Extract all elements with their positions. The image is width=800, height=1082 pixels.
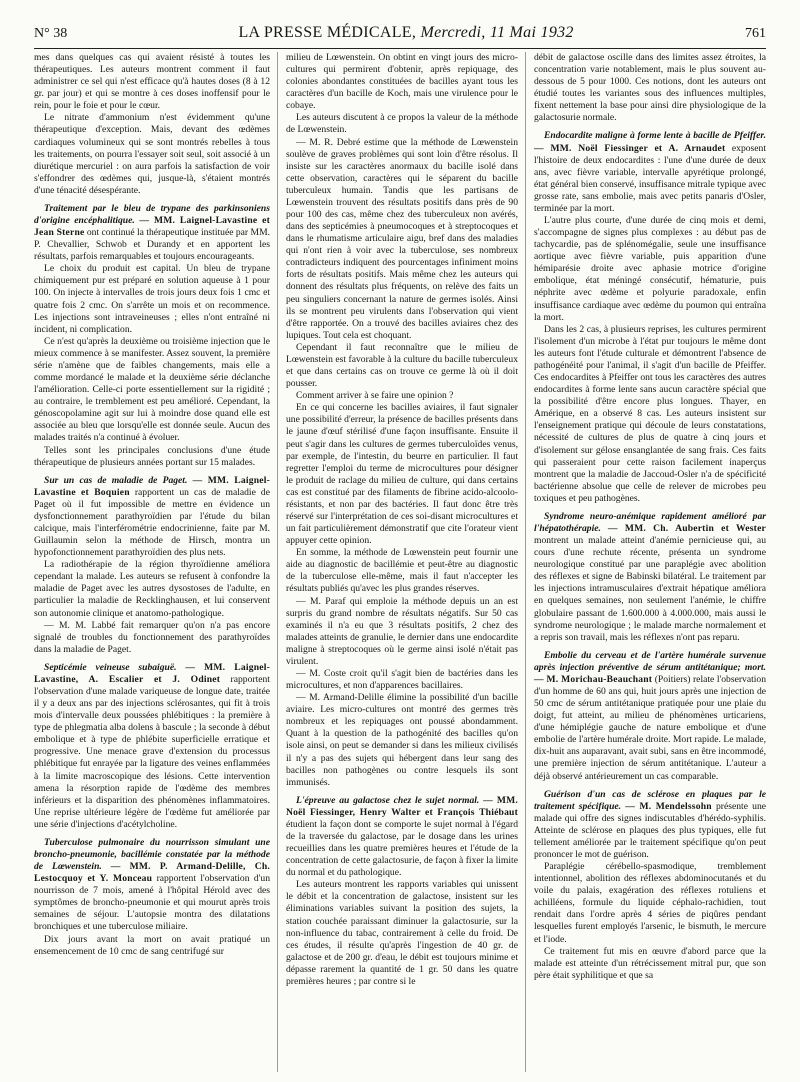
section-authors: — MM. Laignel-Lavastine et Jean Sterne	[34, 215, 270, 239]
section-body: exposent l'histoire de deux endocardites : l'une d'une durée de deux ans, avec fièvre variable, intervalle apyrétique prolongé, état général bien conservé, insuffisance mitrale typique avec grosse rate, sans embolie, mais avec petits panaris d'Osler, terminée par la mort.	[534, 142, 766, 214]
section-authors: — M. Morichau-Beauchant	[534, 673, 653, 685]
body-paragraph: débit de galactose oscille dans des limites assez étroites, la concentration varie notablement, mais le plus souvent au-dessous de 5 pour 1000. Ces notions, dont les auteurs ont étudié toutes les variantes sous des influences multiples, fixent nettement la base pour ainsi dire physiologique de la galactosurie normale.	[534, 52, 766, 124]
section-body: montrent un malade atteint d'anémie pernicieuse qui, au cours d'une rechute récente, présenta un syndrome neurologique constitué par une paraplégie avec abolition des réflexes et signe de Babinski bilatéral. Le traitement par les injections intramusculaires d'extrait hépatique améliora en quelques semaines, non seulement l'anémie, le chiffre globulaire passant de 1.600.000 à 4.000.000, mais aussi le syndrome neurologique ; le malade marche normalement et a repris son travail, mais les réflexes n'ont pas reparu.	[534, 535, 766, 643]
page-header	[34, 16, 766, 49]
issue-number: N° 38	[34, 26, 68, 41]
section-body: (Poitiers) relate l'observation d'un homme de 60 ans qui, huit jours après une injection de 50 cmc de sérum antitétanique pratiquée pour une plaie du doigt, fut atteint, au milieu de phénomènes urticariens, d'une hémiplégie gauche de nature embolique et d'une embolie de l'artère humérale droite. Mort rapide. Le malade, dix-huit ans auparavant, avait subi, sans en être incommodé, une première injection de sérum antitétanique. L'auteur a déjà observé antérieurement un cas comparable.	[534, 673, 766, 782]
body-paragraph: Le nitrate d'ammonium n'est évidemment qu'une thérapeutique d'exception. Mais, devant des œdèmes cardiaques volumineux qui se sont montrés rebelles à tous les traitements, on pourra l'essayer soit seul, soit associé à un diurétique mercuriel : on aura parfois la satisfaction de voir s'effondrer des œdèmes qui, jusque-là, s'étaient montrés d'une ténacité désespérante.	[34, 112, 270, 196]
section-paragraph	[534, 130, 766, 215]
article-columns	[34, 52, 766, 1072]
section-authors: — MM. P. Armand-Delille, Ch. Lestocquoy et Y. Monceau	[34, 861, 270, 885]
body-paragraph: — M. Coste croit qu'il s'agit bien de bactéries dans les microcultures, et non d'apparences bacillaires.	[286, 667, 518, 692]
section-paragraph	[534, 511, 766, 644]
section-paragraph	[534, 789, 766, 861]
section-paragraph	[286, 795, 518, 880]
body-paragraph: Le choix du produit est capital. Un bleu de trypane chimiquement pur est préparé en solution aqueuse à 1 pour 100. On injecte à intervalles de trois jours deux fois 1 cmc et quatre fois 2 cmc. On s'arrête un mois et on recommence. Les injections sont intraveineuses ; elles n'ont entraîné ni incident, ni complication.	[34, 263, 270, 335]
section-title: Endocardite maligne à forme lente à bacille de Pfeiffer.	[544, 130, 766, 142]
body-paragraph: Ce traitement fut mis en œuvre d'abord parce que la malade est atteinte d'un rétrécissement mitral pur, que son père était syphilitique et que sa	[534, 945, 766, 981]
issue-date: Mercredi, 11 Mai 1932	[420, 24, 574, 41]
section-authors: — MM. Noël Fiessinger et A. Arnaudet	[534, 142, 726, 154]
column-1	[34, 52, 270, 1072]
section-body: rapportent l'observation d'un nourrisson de 7 mois, amené à l'hôpital Hérold avec des symptômes de broncho-pneumonie et qui mourut après trois semaines de séjour. L'autopsie montra des dilatations bronchiques et une tuberculose miliaire.	[34, 873, 270, 933]
section-title: Tuberculose pulmonaire du nourrisson simulant une broncho-pneumonie, bacillémie constatée par la méthode de Lœwenstein.	[34, 836, 270, 873]
body-paragraph: Les auteurs montrent les rapports variables qui unissent le débit et la concentration de galactose, insistent sur les éliminations variables suivant la position des sujets, la station couchée paraissant diminuer la galactosurie, sur la non-influence du tabac, contrairement à celle du froid. De ces études, il résulte qu'après l'ingestion de 40 gr. de galactose et de 200 gr. d'eau, le débit est toujours minime et dépasse rarement la quantité de 1 gr. 50 dans les quatre premières heures ; par contre si le	[286, 879, 518, 987]
section-body: étudient la façon dont se comporte le sujet normal à l'égard de la traversée du galactose, par le dosage dans les urines recueillies dans les quatre premières heures et l'étude de la concentration de cette galactosurie, de façon à fixer la limite du normal et du pathologique.	[286, 818, 518, 879]
body-paragraph: En somme, la méthode de Lœwenstein peut fournir une aide au diagnostic de bacillémie et peut-être au diagnostic de la tuberculose elle-même, mais il faut n'accepter les résultats publiés qu'avec les plus grandes réserves.	[286, 547, 518, 595]
section-authors: — MM. Noël Fiessinger, Henry Walter et François Thiébaut	[286, 794, 518, 818]
body-paragraph: Cependant il faut reconnaître que le milieu de Lœwenstein est favorable à la culture du bacille tuberculeux et que dans certains cas on trouve ce germe là où il doit pousser.	[286, 341, 518, 390]
journal-title-line	[238, 24, 573, 42]
body-paragraph: — M. R. Debré estime que la méthode de Lœwenstein soulève de graves problèmes qui sont loin d'être résolus. Il insiste sur les caractères anormaux du bacille isolé dans cette observation, caractères qui le séparent du bacille tuberculeux humain. Tandis que les partisans de Lœwenstein trouvent des résultats positifs dans près de 90 pour 100 des cas, même chez des tuberculeux non avérés, dans des septicémies à pneumocoques et à streptocoques et dans le rhumatisme articulaire aigu, bref dans des maladies qui n'ont rien à voir avec la tuberculose, ses nombreux contradicteurs indiquent des pourcentages infiniment moins forts de résultats positifs. Mais même chez les auteurs qui donnent des résultats plus fréquents, on relève des faits un peu singuliers concernant la nature de germes isolés. Ainsi ils se montrent peu virulents dans l'observation qui vient d'être rapportée. On a trouvé des bacilles aviaires chez des lupiques. Tout cela est choquant.	[286, 136, 518, 341]
section-title: Septicémie veineuse subaiguë.	[44, 661, 177, 673]
section-title: Embolie du cerveau et de l'artère humérale survenue après injection préventive de sérum antitétanique; mort.	[534, 649, 766, 673]
body-paragraph: La radiothérapie de la région thyroïdienne améliora cependant la malade. Les auteurs se refusent à confondre la maladie de Paget avec les autres dysostoses de l'adulte, en particulier la maladie de Recklinghausen, et lui conservent son autonomie clinique et anatomo-pathologique.	[34, 559, 270, 619]
section-paragraph	[34, 203, 270, 263]
body-paragraph: Dix jours avant la mort on avait pratiqué un ensemencement de 10 cmc de sang centrifugé sur	[34, 933, 270, 957]
body-paragraph: Les auteurs discutent à ce propos la valeur de la méthode de Lœwenstein.	[286, 112, 518, 136]
column-3	[525, 52, 766, 1072]
section-title: L'épreuve au galactose chez le sujet normal.	[296, 794, 480, 806]
section-body: ont continué la thérapeutique instituée par MM. P. Chevallier, Schwob et Durandy et en apportent les résultats, parfois remarquables et toujours encourageants.	[34, 227, 270, 263]
body-paragraph: milieu de Lœwenstein. On obtint en vingt jours des micro-cultures qui permirent d'obtenir, après repiquage, des colonies abondantes constituées de bacilles ayant tous les caractères d'un bacille de Koch, mais une virulence pour le cobaye.	[286, 52, 518, 112]
section-paragraph	[34, 475, 270, 560]
section-body: rapportent un cas de maladie de Paget où il fut impossible de mettre en évidence un dysfonctionnement parathyroïdien par l'étude du bilan calcique, mais l'interférométrie endocrinienne, faite par M. Guillaumin selon la méthode de Hirsch, montra un hypofonctionnement parathyroïdien des plus nets.	[34, 486, 270, 559]
section-paragraph	[34, 662, 270, 831]
body-paragraph: Telles sont les principales conclusions d'une étude thérapeutique de plusieurs années portant sur 15 malades.	[34, 444, 270, 468]
body-paragraph: — M. M. Labbé fait remarquer qu'on n'a pas encore signalé de troubles du fonctionnement des parathyroïdes dans la maladie de Paget.	[34, 619, 270, 655]
section-paragraph	[34, 837, 270, 934]
section-authors: — MM. Ch. Aubertin et Wester	[607, 522, 766, 534]
body-paragraph: mes dans quelques cas qui avaient résisté à toutes les thérapeutiques. Les auteurs montrent comment il faut administrer ce sel qui n'est efficace qu'à hautes doses (8 à 12 gr. par jour) et qui se montre à ces doses inoffensif pour le rein, pour le foie et pour le cœur.	[34, 52, 270, 112]
body-paragraph: Paraplégie cérébello-spasmodique, tremblement intentionnel, abolition des réflexes abdominocutanés et du voile du palais, exagération des réflexes rotuliens et achilléens, formule du liquide céphalo-rachidien, tout rendait dans l'ordre après 4 séries de piqûres pendant lesquelles furent employés l'arsenic, le bismuth, le mercure et l'iode.	[534, 861, 766, 945]
section-title: Sur un cas de maladie de Paget.	[44, 474, 188, 486]
body-paragraph: Ce n'est qu'après la deuxième ou troisième injection que le mieux commence à se manifester. Assez souvent, la première série n'amène que de faibles changements, mais elle a comme mordancé le malade et la deuxième série déclanche l'amélioration. Celle-ci porte essentiellement sur la rigidité ; au contraire, le tremblement est peu amélioré. Cependant, la génoscopolamine agit sur lui à moindre dose quand elle est associée au bleu que lorsqu'elle est donnée seule. Aucun des malades traités n'a continué à évoluer.	[34, 335, 270, 444]
body-paragraph: — M. Paraf qui emploie la méthode depuis un an est surpris du grand nombre de résultats négatifs. Sur 50 cas examinés il n'a eu que 3 résultats positifs, 2 chez des malades atteints de granulie, le dernier dans une endocardite maligne à streptocoques où le germe ainsi isolé n'était pas virulent.	[286, 595, 518, 667]
section-authors: — MM. Laignel-Lavastine et Boquien	[34, 474, 270, 498]
body-paragraph: Comment arriver à se faire une opinion ?	[296, 390, 454, 402]
section-body: rapportent l'observation d'une malade variqueuse de longue date, traitée il y a deux ans par des injections sclérosantes, qui fit à trois mois d'intervalle deux poussées phlébitiques : la première à type de phlegmatia alba dolens à bascule ; la seconde à début embolique et à type de phlébite superficielle erratique et progressive. Une menace grave d'extension du processus phlébitique fut enrayée par la ligature des veines enflammées à la limite macroscopique des lésions. Cette intervention amena la résorption rapide de l'œdème des membres inférieurs et la disparition des phénomènes inflammatoires. Une reprise ultérieure légère de l'œdème fut améliorée par une série d'injections d'acétylcholine.	[34, 673, 270, 830]
page-number: 761	[744, 26, 766, 41]
section-authors: — M. Mendelssohn	[625, 800, 712, 812]
section-paragraph	[534, 650, 766, 783]
section-title: Syndrome neuro-anémique rapidement amélioré par l'hépatothérapie.	[534, 510, 766, 534]
section-title: Guérison d'un cas de sclérose en plaques par le traitement spécifique.	[534, 788, 766, 812]
body-paragraph: En ce qui concerne les bacilles aviaires, il faut signaler une possibilité d'erreur, la présence de bacilles présents dans le jaune d'œuf stérilisé d'une façon insuffisante. Ensuite il peut s'agir dans les cultures de germes tuberculoïdes venus, par exemple, de l'intestin, du beurre en particulier. Il faut regretter l'emploi du terme de microcultures pour désigner le produit de raclage du milieu de culture, qui dans certains cas est constitué par des filaments de fibrine acido-alcoolo-résistants, et non par des bactéries. Il faut donc être très réservé sur l'interprétation de ces soi-disant microcultures et un fait particulièrement démonstratif que cite l'orateur vient appuyer cette opinion.	[286, 402, 518, 547]
column-2	[277, 52, 518, 1072]
section-authors: — MM. Laignel-Lavastine, A. Escalier et J. Odinet	[34, 661, 270, 685]
body-paragraph: L'autre plus courte, d'une durée de cinq mois et demi, s'accompagne de signes plus complexes : au début pas de tachycardie, pas de splénomégalie, seule une insuffisance aortique avec fièvre variable, puis apparition d'une hémiparésie droite avec aphasie motrice d'origine embolique, état méningé consécutif, hématurie, puis néphrite avec œdème et polyurie paradoxale, enfin insuffisance cardiaque avec œdème du poumon qui entraîna la mort.	[534, 215, 766, 323]
section-title: Traitement par le bleu de trypane des parkinsoniens d'origine encéphalitique.	[34, 202, 270, 227]
section-body: présente une malade qui offre des signes indiscutables d'hérédo-syphilis. Atteinte de sclérose en plaques des plus typiques, elle fut tellement améliorée par le traitement spécifique qu'on peut prononcer le mot de guérison.	[534, 800, 766, 860]
body-paragraph: Dans les 2 cas, à plusieurs reprises, les cultures permirent l'isolement d'un microbe à l'état pur toujours le même dont les auteurs font l'étude culturale et démontrent l'absence de pathogénéité pour l'animal, il s'agit d'un bacille de Pfeiffer. Ces endocardites à Pfeiffer ont tous les caractères des autres endocardites à forme lente sans aucun caractère spécial que la possibilité d'être encore plus longues. Thayer, en Amérique, en a observé 8 cas. Les auteurs insistent sur l'enseignement pratique qui découle de leurs constatations, nécessité de cultures de plus de quatre à cinq jours et d'isolement sur gélose ensanglantée de sang frais. Ces faits qui passeraient pour cette raison facilement inaperçus montrent que la maladie de Jaccoud-Osler n'a de spécificité bactérienne absolue que celle de relever de microbes peu toxiques et peu pathogènes.	[534, 323, 766, 504]
body-paragraph: — M. Armand-Delille élimine la possibilité d'un bacille aviaire. Les micro-cultures ont montré des germes très nombreux et les repiquages ont poussé abondamment. Quant à la question de la pathogénité des bacilles qu'on isole ainsi, on peut se demander si dans les milieux civilisés il n'y a pas des sujets qui hébergent dans leur sang des bacilles non pathogènes ou contre lesquels ils sont immunisés.	[286, 692, 518, 788]
journal-name: LA PRESSE MÉDICALE,	[238, 24, 417, 41]
